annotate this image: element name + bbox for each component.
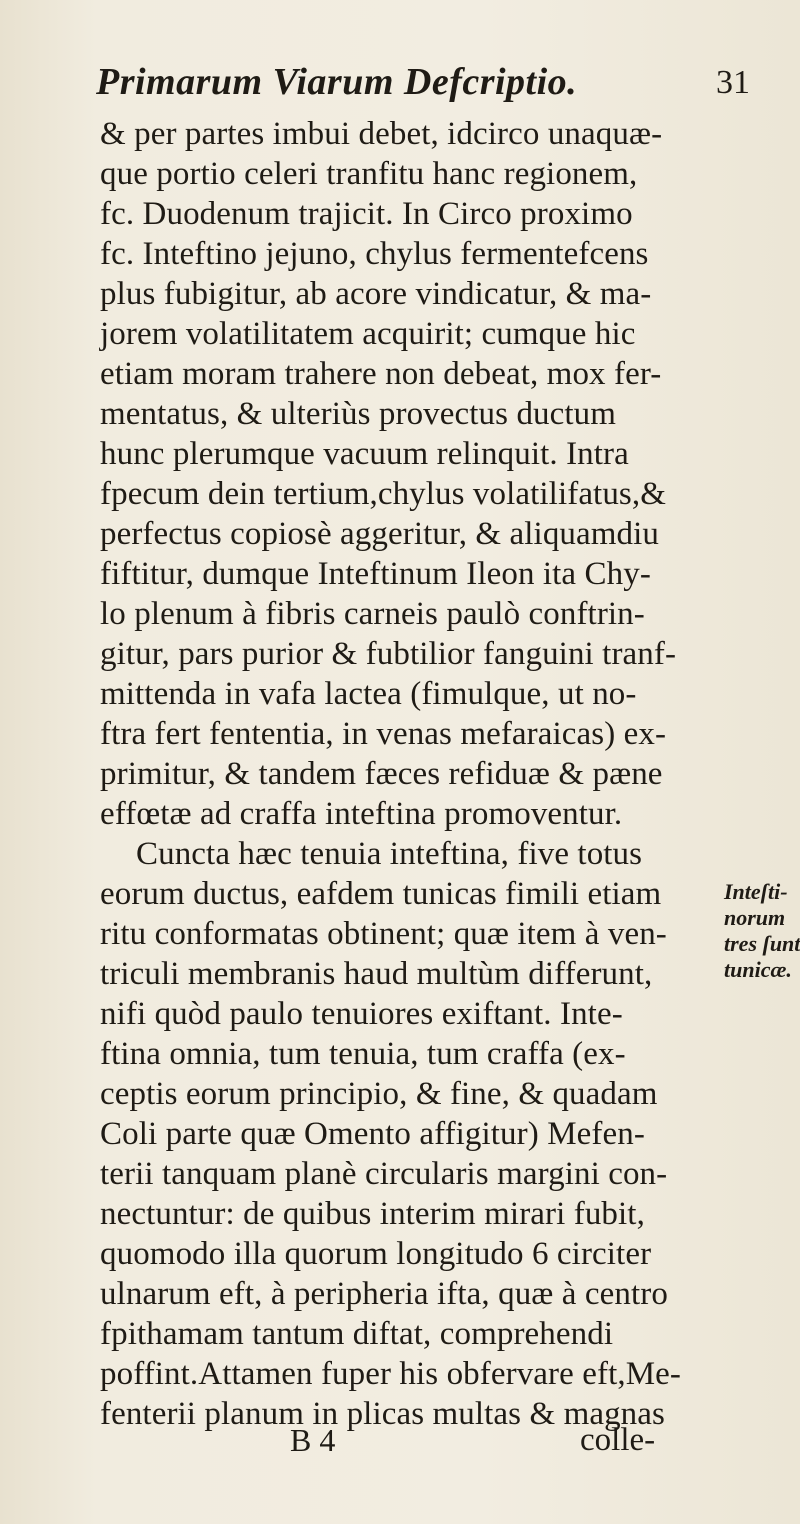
text-line: eorum ductus, eafdem tunicas fimili etiam (100, 876, 662, 912)
margin-note-line: norum (724, 905, 786, 930)
text-line: ulnarum eft, à peripheria ifta, quæ à centro (100, 1276, 668, 1312)
text-line: & per partes imbui debet, idcirco unaquæ- (100, 116, 663, 152)
text-line: que portio celeri tranfitu hanc regionem, (100, 156, 638, 192)
text-line: ftra fert fententia, in venas mefaraicas) ex- (100, 716, 667, 752)
page-footer (0, 1422, 800, 1462)
text-line: mittenda in vafa lactea (fimulque, ut no- (100, 676, 637, 712)
text-line: terii tanquam planè circularis margini con- (100, 1156, 668, 1192)
text-line: Cuncta hæc tenuia inteftina, five totus (136, 836, 643, 872)
text-line: fc. Inteftino jejuno, chylus fermentefcens (100, 236, 649, 272)
text-line: fenterii planum in plicas multas & magnas (100, 1396, 665, 1432)
text-line: jorem volatilitatem acquirit; cumque hic (100, 316, 636, 352)
text-line: mentatus, & ulteriùs provectus ductum (100, 396, 617, 432)
text-line: perfectus copiosè aggeritur, & aliquamdiu (100, 516, 660, 552)
text-line: ritu conformatas obtinent; quæ item à ven- (100, 916, 667, 952)
text-line: Coli parte quæ Omento affigitur) Mefen- (100, 1116, 645, 1152)
page-header (96, 54, 750, 110)
text-line: gitur, pars purior & fubtilior fanguini tranf- (100, 636, 677, 672)
text-line: ftina omnia, tum tenuia, tum craffa (ex- (100, 1036, 626, 1072)
text-line: lo plenum à fibris carneis paulò conftrin- (100, 596, 645, 632)
catchword: colle- (580, 1422, 656, 1458)
text-line: nectuntur: de quibus interim mirari fubit, (100, 1196, 645, 1232)
margin-note-line: tres ſunt (724, 931, 800, 956)
text-line: etiam moram trahere non debeat, mox fer- (100, 356, 662, 392)
page-number: 31 (716, 64, 750, 101)
margin-note-line: Inteſti- (724, 879, 788, 904)
text-line: effœtæ ad craffa inteftina promoventur. (100, 796, 623, 832)
text-line: quomodo illa quorum longitudo 6 circiter (100, 1236, 652, 1272)
text-line: nifi quòd paulo tenuiores exiftant. Inte- (100, 996, 623, 1032)
text-line: fpithamam tantum diftat, comprehendi (100, 1316, 614, 1352)
text-line: fpecum dein tertium,chylus volatilifatus,& (100, 476, 666, 512)
text-line: primitur, & tandem fæces refiduæ & pæne (100, 756, 663, 792)
text-line: hunc plerumque vacuum relinquit. Intra (100, 436, 629, 472)
text-line: triculi membranis haud multùm differunt, (100, 956, 653, 992)
text-line: poffint.Attamen fuper his obfervare eft,Me- (100, 1356, 681, 1392)
margin-note-line: tunicæ. (724, 957, 792, 982)
running-title: Primarum Viarum Defcriptio. (96, 61, 578, 103)
text-line: fiftitur, dumque Inteftinum Ileon ita Chy- (100, 556, 651, 592)
signature-mark: B 4 (290, 1422, 336, 1458)
text-line: ceptis eorum principio, & fine, & quadam (100, 1076, 658, 1112)
text-line: plus fubigitur, ab acore vindicatur, & ma- (100, 276, 652, 312)
text-line: fc. Duodenum trajicit. In Circo proximo (100, 196, 633, 232)
